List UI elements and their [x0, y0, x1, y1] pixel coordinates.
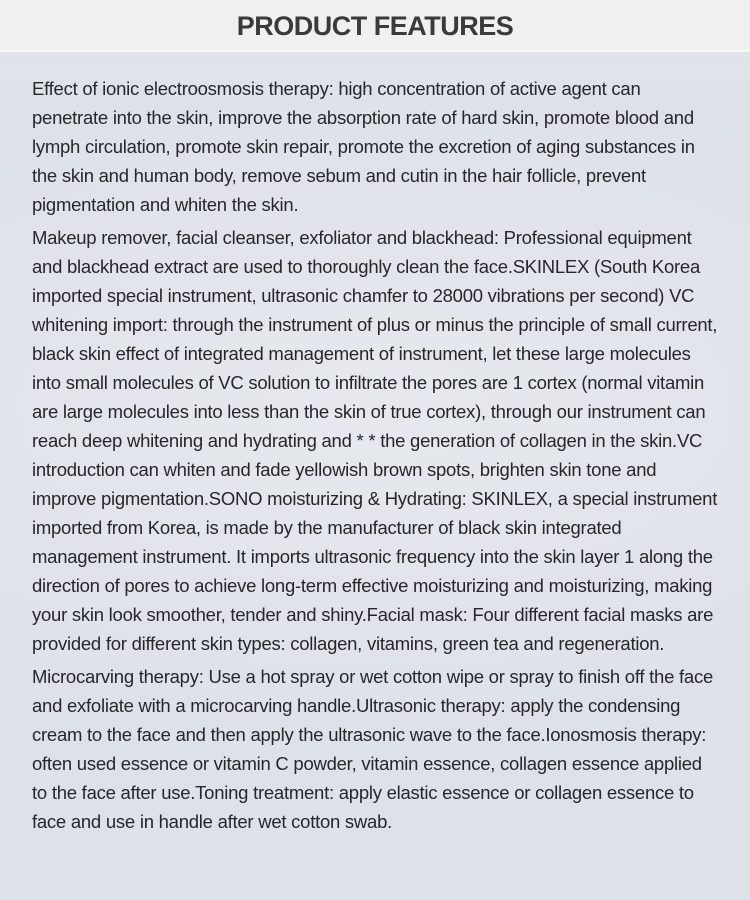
- feature-paragraph-cleansing-whitening: Makeup remover, facial cleanser, exfoliator and blackhead: Professional equipment and blackhead extract are used to thoroughly clean the face.SKINLEX (South Korea imported special instrument, ultrasonic chamfer to 28000 vibrations per second) VC whitening import: through the instrument of plus or minus the principle of small current, black skin effect of integrated management of instrument, let these large molecules into small molecules of VC solution to infiltrate the pores are 1 cortex (normal vitamin are large molecules into less than the skin of true cortex), through our instrument can reach deep whitening and hydrating and * * the generation of collagen in the skin.VC introduction can whiten and fade yellowish brown spots, brighten skin tone and improve pigmentation.SONO moisturizing & Hydrating: SKINLEX, a special instrument imported from Korea, is made by the manufacturer of black skin integrated management instrument. It imports ultrasonic frequency into the skin layer 1 along the direction of pores to achieve long-term effective moisturizing and moisturizing, making your skin look smoother, tender and shiny.Facial mask: Four different facial masks are provided for different skin types: collagen, vitamins, green tea and regeneration.: [32, 227, 718, 654]
- page-title: PRODUCT FEATURES: [236, 10, 514, 41]
- feature-text-panel: [0, 52, 750, 900]
- feature-paragraph-therapies: Microcarving therapy: Use a hot spray or wet cotton wipe or spray to finish off the face and exfoliate with a microcarving handle.Ultrasonic therapy: apply the condensing cream to the face and then apply the ultrasonic wave to the face.Ionosmosis therapy: often used essence or vitamin C powder, vitamin essence, collagen essence applied to the face after use.Toning treatment: apply elastic essence or collagen essence to face and use in handle after wet cotton swab.: [32, 666, 713, 832]
- feature-paragraph-electroosmosis: Effect of ionic electroosmosis therapy: high concentration of active agent can penetrate into the skin, improve the absorption rate of hard skin, promote blood and lymph circulation, promote skin repair, promote the excretion of aging substances in the skin and human body, remove sebum and cutin in the hair follicle, prevent pigmentation and whiten the skin.: [32, 78, 695, 215]
- section-header: [0, 0, 750, 52]
